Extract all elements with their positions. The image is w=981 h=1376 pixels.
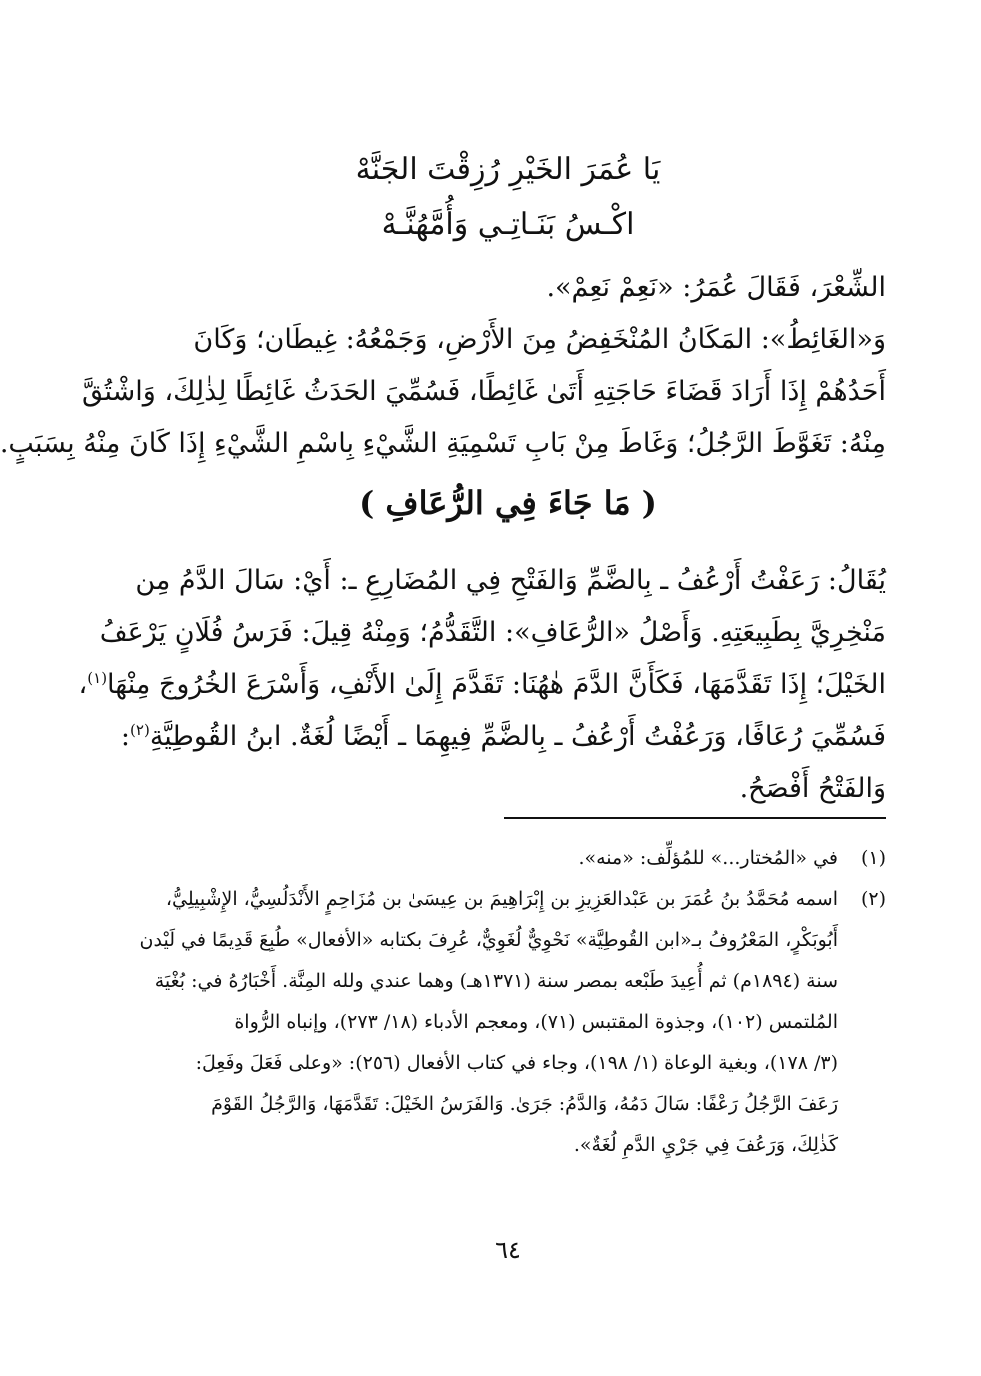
paragraph-ghaait (0, 262, 886, 470)
body-line: مَنْخِرِيَّ بِطَبِيعَتِهِ. وَأَصْلُ «الرُّعَافِ»: التَّقَدُّمُ؛ وَمِنْهُ قِيلَ: فَرَسُ فُلَانٍ يَرْعَفُ (99, 617, 886, 648)
footnote-text: رَعَفَ الرَّجُلُ رَعْفًا: سَالَ دَمُهُ، وَالدَّمُ: جَرَىٰ. وَالفَرَسُ الخَيْلَ: تَقَدَّمَهَا، وَالرَّجُلُ القَوْمَ (211, 1093, 838, 1115)
footnote-text: في «المُختار...» للمُؤلِّف: «منه». (578, 847, 838, 869)
body-line: وَالفَتْحُ أَفْصَحُ. (739, 773, 886, 804)
footnote-ref-1[interactable]: (١) (87, 669, 108, 687)
footnote-separator (504, 817, 886, 819)
footnote-2-cont (125, 1125, 886, 1166)
body-line: وَ«الغَائِطُ»: المَكَانُ المُنْخَفِضُ مِنَ الأَرْضِ، وَجَمْعُهُ: غِيطَان؛ وَكَانَ (193, 324, 886, 355)
body-line-text: الخَيْلَ؛ إِذَا تَقَدَّمَهَا، فَكَأَنَّ الدَّمَ هٰهُنَا: تَقَدَّمَ إِلَىٰ الأَنْفِ، وَأَسْرَعَ الخُرُوجَ مِنْهَا (107, 669, 886, 700)
body-line: مِنْهُ: تَغَوَّطَ الرَّجُلُ؛ وَغَاطَ مِنْ بَابِ تَسْمِيَةِ الشَّيْءِ بِاسْمِ الشَّيْءِ إِذَا كَانَ مِنْهُ بِسَبَبٍ. (0, 428, 886, 459)
poetry-verse-2: اكْـسُ بَنَـاتِـي وَأُمَّهُنَّـهْ (381, 207, 635, 242)
footnote-text: اسمه مُحَمَّدُ بنُ عُمَرَ بن عَبْدالعَزِيزِ بن إِبْرَاهِيمَ بن عِيسَىٰ بن مُزَاحِمٍ الأَنْدَلُسِيُّ، الإِشْبِيلِيُّ، (165, 888, 838, 910)
footnote-2 (125, 879, 886, 920)
section-heading: ( مَا جَاءَ فِي الرُّعَافِ ) (359, 484, 657, 522)
footnote-text: سنة (١٨٩٤م) ثم أُعِيدَ طَبْعه بمصر سنة (١٣٧١هـ) وهما عندي ولله المِنَّة. أَخْبَارُهُ في: بُغْيَة (154, 970, 838, 992)
footnote-number: (١) (860, 847, 886, 869)
punctuation: : (120, 721, 131, 752)
paragraph-ruaaf (78, 555, 886, 815)
body-line (120, 711, 886, 763)
footnote-text: (٣/ ١٧٨)، وبغية الوعاة (١/ ١٩٨)، وجاء في كتاب الأفعال (٢٥٦): «وعلى فَعَلَ وفَعِلَ: (195, 1052, 838, 1074)
body-line (78, 659, 886, 711)
footnote-1 (125, 838, 886, 879)
footnotes (125, 838, 886, 1166)
body-line: الشِّعْرَ، فَقَالَ عُمَرُ: «نَعِمْ نَعِمْ». (546, 272, 886, 303)
footnote-text: أَبُوبَكْرٍ، المَعْرُوفُ بـ«ابن القُوطِيَّة» نَحْوِيٌّ لُغَوِيٌّ، عُرِفَ بكتابه «الأفعال» طُبِعَ قَدِيمًا في لَيْدن (139, 929, 838, 951)
body-line: يُقَالُ: رَعَفْتُ أَرْعُفُ ـ بِالضَّمِّ وَالفَتْحِ فِي المُضَارِعِ ـ: أَيْ: سَالَ الدَّمُ مِن (135, 565, 886, 596)
footnote-text: المُلتمس (١٠٢)، وجذوة المقتبس (٧١)، ومعجم الأدباء (١٨/ ٢٧٣)، وإنباه الرُّواة (234, 1011, 838, 1033)
footnote-2-cont (125, 1084, 886, 1125)
footnote-ref-2[interactable]: (٢) (130, 721, 150, 739)
body-line: أَحَدُهُمْ إِذَا أَرَادَ قَضَاءَ حَاجَتِهِ أَتَىٰ غَائِطًا، فَسُمِّيَ الحَدَثُ غَائِطًا لِذٰلِكَ، وَاشْتُقَّ (81, 376, 886, 407)
punctuation: ، (78, 669, 88, 700)
footnote-2-cont (125, 920, 886, 961)
poetry-verse-1: يَا عُمَرَ الخَيْرِ رُزِقْتَ الجَنَّهْ (355, 152, 661, 187)
footnote-text: كَذٰلِكَ، وَرَعُفَ فِي جَرْيِ الدَّمِ لُغَةٌ». (573, 1134, 838, 1156)
page-number: ٦٤ (495, 1236, 521, 1264)
footnote-2-cont (125, 961, 886, 1002)
footnote-2-cont (125, 1043, 886, 1084)
footnote-2-cont (125, 1002, 886, 1043)
body-line-text: فَسُمِّيَ رُعَافًا، وَرَعُفْتُ أَرْعُفُ ـ بِالضَّمِّ فِيهِمَا ـ أَيْضًا لُغَةٌ. ابنُ القُوطِيَّةِ (149, 721, 886, 752)
footnote-number: (٢) (860, 888, 886, 910)
